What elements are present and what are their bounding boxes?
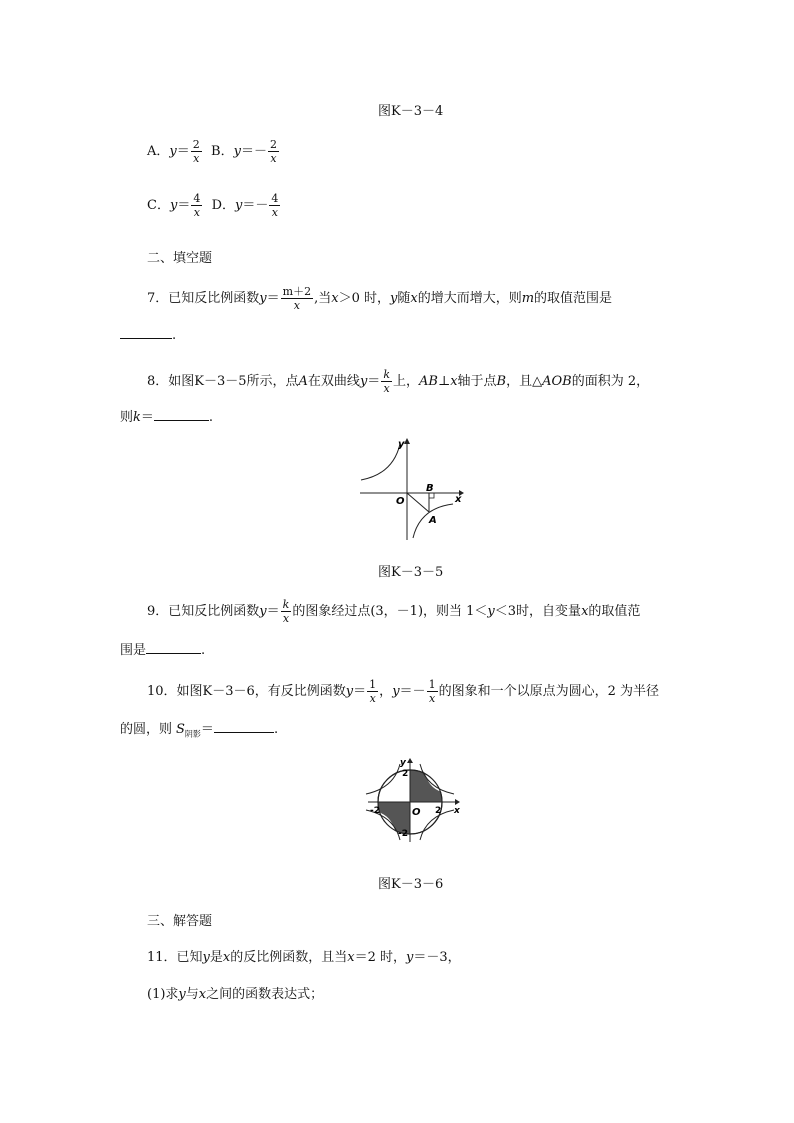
option-d-y: y bbox=[235, 198, 243, 213]
question-11-line1: 11．已知y是x的反比例函数，且当x＝2 时，y＝－3， bbox=[147, 950, 461, 965]
section-heading-fill-in: 二、填空题 bbox=[147, 251, 213, 266]
question-7-line2: . bbox=[120, 326, 176, 343]
label-neg2-left: -2 bbox=[370, 806, 380, 816]
option-c-label: C． bbox=[147, 198, 170, 213]
figure-caption-k-3-6: 图K－3－6 bbox=[378, 877, 444, 892]
x-axis-arrow bbox=[455, 799, 460, 805]
option-a-y: y bbox=[169, 144, 177, 159]
options-ab-line bbox=[147, 138, 280, 165]
label-B: B bbox=[426, 483, 434, 494]
option-c-y: y bbox=[169, 198, 178, 213]
hyperbola-branch-2nd-quadrant bbox=[361, 444, 400, 480]
option-b-eq: ＝－ bbox=[240, 144, 267, 159]
option-b-fraction: $\frac{2}{x}$ bbox=[269, 138, 277, 165]
option-d-fraction: $\frac{4}{x}$ bbox=[271, 192, 279, 219]
option-b-y: y bbox=[233, 144, 241, 159]
options-cd-line bbox=[147, 192, 281, 219]
option-b-label: B． bbox=[211, 144, 234, 159]
label-x: x bbox=[454, 806, 460, 816]
y-axis-arrow bbox=[404, 438, 410, 444]
q7-fraction: $\frac{m+2}{x}$ bbox=[282, 285, 312, 312]
q9-answer-blank[interactable] bbox=[146, 641, 201, 654]
option-a-eq: ＝ bbox=[176, 144, 190, 159]
question-9-line1: 9．已知反比例函数y＝ $\frac{k}{x}$ 的图象经过点(3，－1)，则当 1＜y＜3时，自变量x的取值范 bbox=[147, 598, 641, 625]
option-a-label: A． bbox=[147, 144, 170, 159]
label-A: A bbox=[429, 515, 437, 526]
q8-answer-blank[interactable] bbox=[154, 408, 209, 421]
segment-OA bbox=[407, 493, 429, 512]
q7-answer-blank[interactable] bbox=[120, 326, 172, 339]
question-10-line2: 的圆，则 $S_{阴影}=$ . bbox=[120, 722, 279, 739]
q10-fraction-1: $\frac{1}{x}$ bbox=[369, 678, 377, 705]
label-x: x bbox=[455, 494, 462, 505]
section-heading-solutions: 三、解答题 bbox=[147, 914, 213, 929]
circle-hyperbola-figure-k-3-6 bbox=[362, 756, 464, 844]
option-c-eq: ＝ bbox=[177, 198, 191, 213]
label-2-right: 2 bbox=[435, 806, 442, 816]
label-y: y bbox=[398, 439, 405, 450]
option-a-fraction: $\frac{2}{x}$ bbox=[192, 138, 200, 165]
option-c-fraction: $\frac{4}{x}$ bbox=[193, 192, 201, 219]
option-d-label: D． bbox=[211, 198, 236, 213]
q8-fraction: $\frac{k}{x}$ bbox=[383, 368, 390, 395]
question-9-line2: 围是 . bbox=[120, 643, 206, 658]
label-neg2-bottom: -2 bbox=[398, 829, 408, 839]
q9-fraction: $\frac{k}{x}$ bbox=[282, 598, 290, 625]
figure-caption-k-3-5: 图K－3－5 bbox=[378, 565, 444, 580]
question-8-line1: 8．如图K－3－5所示，点A在双曲线y＝ $\frac{k}{x}$ 上，AB⊥x轴于点B，且△AOB的面积为 2， bbox=[147, 368, 650, 395]
y-axis-arrow bbox=[407, 758, 413, 763]
question-11-sub1: (1)求y与x之间的函数表达式； bbox=[147, 987, 324, 1002]
question-8-line2: 则k＝ . bbox=[120, 410, 214, 425]
label-O: O bbox=[412, 807, 421, 818]
option-d-eq: ＝－ bbox=[242, 198, 269, 213]
q10-fraction-2: $\frac{1}{x}$ bbox=[428, 678, 436, 705]
question-7-line1: 7．已知反比例函数y＝ $\frac{m+2}{x}$ ,当x＞0 时，y随x的增大而增大，则m的取值范围是 bbox=[147, 285, 613, 312]
label-O: O bbox=[396, 496, 405, 507]
question-10-line1: 10．如图K－3－6，有反比例函数y＝ $\frac{1}{x}$ ，y＝－ $\frac{1}{x}$ 的图象和一个以原点为圆心，2 为半径 bbox=[147, 678, 659, 705]
hyperbola-figure-k-3-5 bbox=[355, 432, 470, 544]
figure-caption-k-3-4: 图K－3－4 bbox=[378, 104, 444, 119]
label-2-top: 2 bbox=[402, 769, 409, 779]
q10-answer-blank[interactable] bbox=[214, 720, 274, 733]
label-y: y bbox=[400, 758, 406, 768]
